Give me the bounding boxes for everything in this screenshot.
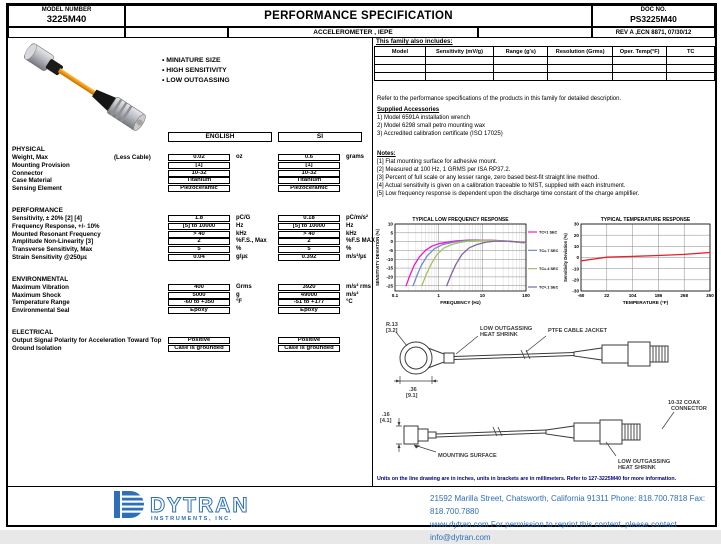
chart-ylabel: SENSITIVITY DEVIATION (%) xyxy=(375,229,380,286)
title-box xyxy=(125,5,592,27)
note-item: [2] Measured at 100 Hz, 1 GRMS per ISA RP37.2. xyxy=(377,167,511,173)
svg-text:30: 30 xyxy=(573,221,579,227)
spec-label: Mounted Resonant Frequency xyxy=(12,230,101,238)
section-title: PERFORMANCE xyxy=(12,206,63,214)
heat-shrink-top-label2: HEAT SHRINK xyxy=(480,332,518,338)
spec-label: Sensing Element xyxy=(12,185,62,193)
column-divider xyxy=(372,38,373,486)
accessory-item: 2) Model 6298 small petro mounting wax xyxy=(377,123,486,129)
chart-xlabel: FREQUENCY (Hz) xyxy=(440,301,481,306)
feature-item: • MINIATURE SIZE xyxy=(162,57,221,64)
family-empty-cell xyxy=(494,57,548,65)
svg-text:5: 5 xyxy=(390,230,393,236)
si-value: [1] xyxy=(278,162,340,169)
english-value: Positive xyxy=(168,337,230,344)
spec-row xyxy=(8,223,372,231)
spec-label: Maximum Shock xyxy=(12,291,61,299)
column-header-si: SI xyxy=(278,132,362,142)
revision-box xyxy=(592,27,715,38)
spec-note: (Less Cable) xyxy=(114,154,151,161)
family-empty-cell xyxy=(375,57,426,65)
chart-xlabel: TEMPERATURE (°F) xyxy=(622,301,669,306)
spec-row xyxy=(8,292,372,300)
spec-row xyxy=(8,337,372,345)
section-title: ENVIRONMENTAL xyxy=(12,275,69,283)
english-value: 10-32 xyxy=(168,170,230,177)
si-value: 0.6 xyxy=(278,154,340,161)
doc-number-box xyxy=(592,5,715,27)
spec-row xyxy=(8,238,376,246)
family-empty-cell xyxy=(548,73,613,81)
heat-shrink-top-label1: LOW OUTGASSING xyxy=(480,326,533,332)
english-value: Piezoceramic xyxy=(168,185,230,192)
heat-shrink-bottom-label2: HEAT SHRINK xyxy=(618,465,656,471)
column-header-english: ENGLISH xyxy=(168,132,272,142)
outline-drawing xyxy=(374,306,716,474)
family-empty-cell xyxy=(612,57,666,65)
family-column-header: Oper. Temp(°F) xyxy=(612,47,666,57)
english-value: Titanium xyxy=(168,177,230,184)
spec-row xyxy=(8,284,372,292)
english-unit: oz xyxy=(236,154,243,160)
english-value: 5 xyxy=(168,246,230,253)
address-line: 21592 Marilla Street, Chatsworth, California 91311 Phone: 818.700.7818 Fax: 818.700.7880 xyxy=(430,494,706,516)
spec-label: Frequency Response, +/- 10% xyxy=(12,222,100,230)
svg-text:100: 100 xyxy=(522,293,530,298)
revision-text: REV A ,ECN 8871, 07/30/12 xyxy=(615,30,692,36)
note-item: [4] Actual sensitivity is given on a calibration traceable to NIST, supplied with each instrument. xyxy=(377,183,626,189)
si-unit: kHz xyxy=(346,230,357,237)
svg-text:268: 268 xyxy=(680,293,689,298)
note-item: [1] Flat mounting surface for adhesive mount. xyxy=(377,159,498,165)
svg-text:0: 0 xyxy=(576,255,579,261)
page-title: PERFORMANCE SPECIFICATION xyxy=(264,10,453,22)
si-unit: % xyxy=(346,246,352,253)
english-unit: g/με xyxy=(236,253,248,260)
family-empty-cell xyxy=(667,57,715,65)
svg-text:10: 10 xyxy=(479,293,485,298)
accessories-title: Supplied Accessories xyxy=(377,107,440,113)
svg-text:-5: -5 xyxy=(388,248,393,254)
english-value: > 40 xyxy=(168,231,230,238)
svg-text:20: 20 xyxy=(573,232,579,238)
spec-label: Ground Isolation xyxy=(12,344,62,352)
coax-connector-label1: 10-32 COAX xyxy=(668,400,701,406)
english-unit: pC/G xyxy=(236,214,251,221)
english-value: 400 xyxy=(168,284,230,291)
svg-text:0.1: 0.1 xyxy=(391,293,399,298)
family-empty-cell xyxy=(548,65,613,73)
si-value: > 40 xyxy=(278,231,340,238)
english-value: 2 xyxy=(168,238,230,245)
si-unit: pC/m/s² xyxy=(346,214,369,221)
logo-subtext: INSTRUMENTS, INC. xyxy=(151,516,233,522)
si-value: 10-32 xyxy=(278,170,340,177)
spec-row xyxy=(8,299,372,307)
accessories-block xyxy=(377,106,712,138)
si-unit: m/s² rms xyxy=(346,283,372,290)
subtitle-box xyxy=(228,27,478,38)
spec-row xyxy=(8,345,372,353)
spec-row xyxy=(8,254,372,262)
family-column-header: Resolution (Grms) xyxy=(548,47,613,57)
english-unit: %F.S., Max xyxy=(236,238,267,245)
doc-number-value: PS3225M40 xyxy=(630,14,677,24)
chart-title: TYPICAL LOW FREQUENCY RESPONSE xyxy=(412,217,509,223)
spec-sections xyxy=(8,146,376,353)
si-value: [5] to 10000 xyxy=(278,223,340,230)
note-item: [3] Percent of full scale or any lesser range, zero based best-fit straight line method. xyxy=(377,175,600,181)
spec-label: Mounting Provision xyxy=(12,161,70,169)
si-value: 0.392 xyxy=(278,254,340,261)
english-value: 0.04 xyxy=(168,254,230,261)
family-empty-cell xyxy=(426,65,494,73)
si-value: Piezoceramic xyxy=(278,185,340,192)
si-value: Case is grounded xyxy=(278,345,340,352)
radius-dim-line2: [3.2] xyxy=(386,328,398,334)
family-empty-cell xyxy=(548,57,613,65)
model-number-label: MODEL NUMBER xyxy=(41,7,92,13)
footer-address-block xyxy=(430,492,720,544)
si-value: Positive xyxy=(278,337,340,344)
english-unit: % xyxy=(236,246,242,253)
si-unit: %F.S MAX xyxy=(346,238,376,245)
english-value: Epoxy xyxy=(168,307,230,314)
si-value: 49000 xyxy=(278,292,340,299)
svg-text:-25: -25 xyxy=(386,283,393,289)
english-value: -60 to +350 xyxy=(168,299,230,306)
family-empty-cell xyxy=(667,65,715,73)
accessory-item: 1) Model 6591A installation wrench xyxy=(377,115,471,121)
family-column-header: Model xyxy=(375,47,426,57)
svg-text:186: 186 xyxy=(654,293,663,298)
header-blank-cell xyxy=(8,27,125,38)
chart-title: TYPICAL TEMPERATURE RESPONSE xyxy=(600,217,691,223)
accessory-item: 3) Accredited calibration certificate (ISO 17025) xyxy=(377,131,503,137)
si-value: 3920 xyxy=(278,284,340,291)
model-number-value: 3225M40 xyxy=(46,14,87,25)
si-value: 5 xyxy=(278,246,340,253)
spec-row xyxy=(8,177,372,185)
si-unit: m/s²/με xyxy=(346,253,367,260)
spec-row xyxy=(8,170,372,178)
spec-row xyxy=(8,231,372,239)
temperature-response-chart xyxy=(563,214,715,306)
family-empty-cell xyxy=(494,73,548,81)
low-frequency-response-chart xyxy=(375,214,562,306)
family-empty-cell xyxy=(612,73,666,81)
si-value: -51 to +177 xyxy=(278,299,340,306)
header-blank-cell xyxy=(478,27,592,38)
section-title: PHYSICAL xyxy=(12,146,45,153)
spec-row xyxy=(8,307,372,315)
svg-text:104: 104 xyxy=(628,293,637,298)
spec-row xyxy=(8,154,372,162)
feature-item: • LOW OUTGASSING xyxy=(162,77,230,84)
family-column-header: Range (g's) xyxy=(494,47,548,57)
family-caption: This family also includes: xyxy=(376,38,453,45)
chart-ylabel: Sensitivity Deviation (%) xyxy=(563,233,568,282)
width-dim-line1: .36 xyxy=(409,387,417,393)
doc-number-label: DOC NO. xyxy=(640,7,667,13)
family-table xyxy=(374,46,715,81)
svg-text:-10: -10 xyxy=(386,256,393,262)
si-value: 0.18 xyxy=(278,215,340,222)
family-empty-cell xyxy=(667,73,715,81)
spec-label: Amplitude Non-Linearity [3] xyxy=(12,238,94,246)
model-number-box xyxy=(8,5,125,27)
svg-text:22: 22 xyxy=(604,293,610,298)
spec-label: Weight, Max xyxy=(12,154,48,161)
spec-label: Transverse Sensitivity, Max xyxy=(12,246,93,254)
si-unit: grams xyxy=(346,154,365,160)
svg-text:-20: -20 xyxy=(572,277,579,283)
mounting-surface-label: MOUNTING SURFACE xyxy=(438,453,497,459)
svg-text:350: 350 xyxy=(706,293,714,298)
legend-entry: TC=.1 SEC xyxy=(539,285,559,290)
page-subtitle: ACCELEROMETER , IEPE xyxy=(313,29,393,36)
footer-divider xyxy=(8,486,715,487)
spec-label: Sensitivity, ± 20% [2] [4] xyxy=(12,214,82,222)
height-dim-line1: .16 xyxy=(382,412,390,418)
coax-connector-label2: CONNECTOR xyxy=(671,406,707,412)
width-dim-line2: [9.1] xyxy=(406,393,418,399)
legend-entry: TC=1 SEC xyxy=(539,230,558,235)
spec-label: Environmental Seal xyxy=(12,307,70,315)
notes-title: Notes: xyxy=(377,151,396,157)
feature-list xyxy=(162,56,230,86)
units-note: Units on the line drawing are in inches, units in brackets are in millimeters. Refer to 127-3225M40 for more information. xyxy=(377,476,677,482)
english-unit: kHz xyxy=(236,230,247,237)
svg-text:-15: -15 xyxy=(386,265,393,271)
section-title: ELECTRICAL xyxy=(12,328,54,336)
spec-row xyxy=(8,246,372,254)
legend-entry: TC=.4 SEC xyxy=(539,267,559,272)
spec-label: Output Signal Polarity for Acceleration Toward Top xyxy=(12,336,162,344)
si-unit: m/s² xyxy=(346,291,359,298)
spec-row xyxy=(8,185,372,193)
radius-dim-line1: R.13 xyxy=(386,322,398,328)
family-empty-cell xyxy=(375,65,426,73)
si-value: Titanium xyxy=(278,177,340,184)
note-item: [5] Low frequency response is dependent upon the discharge time constant of the charge amplifier. xyxy=(377,191,640,197)
heat-shrink-bottom-label1: LOW OUTGASSING xyxy=(618,459,671,465)
english-value: [5] to 10000 xyxy=(168,223,230,230)
family-empty-cell xyxy=(494,65,548,73)
family-table-block xyxy=(374,38,715,81)
web-line[interactable]: www.dytran.com For permission to reprint this content, please contact info@dytran.com xyxy=(430,520,677,542)
english-value: 1.8 xyxy=(168,215,230,222)
feature-item: • HIGH SENSITIVITY xyxy=(162,67,227,74)
family-empty-cell xyxy=(426,73,494,81)
svg-text:-20: -20 xyxy=(386,274,393,280)
family-empty-cell xyxy=(375,73,426,81)
english-unit: g xyxy=(236,291,240,298)
notes-block xyxy=(377,150,712,198)
english-value: Case is grounded xyxy=(168,345,230,352)
header-blank-cell xyxy=(125,27,228,38)
spec-label: Maximum Vibration xyxy=(12,283,69,291)
logo-wordmark: DYTRAN xyxy=(150,494,250,517)
english-value: 5000 xyxy=(168,292,230,299)
svg-text:-30: -30 xyxy=(572,288,579,294)
family-empty-cell xyxy=(426,57,494,65)
product-photo xyxy=(12,42,162,142)
english-value: 0.02 xyxy=(168,154,230,161)
spec-label: Temperature Range xyxy=(12,299,70,307)
english-unit: Hz xyxy=(236,222,244,229)
english-unit: Grms xyxy=(236,283,252,290)
si-unit: Hz xyxy=(346,222,354,229)
svg-text:10: 10 xyxy=(573,243,579,249)
legend-entry: TC=.7 SEC xyxy=(539,248,559,253)
ptfe-jacket-label: PTFE CABLE JACKET xyxy=(548,328,608,334)
svg-text:10: 10 xyxy=(387,221,393,227)
svg-text:0: 0 xyxy=(390,239,393,245)
spec-label: Strain Sensitivity @250με xyxy=(12,253,88,261)
english-unit: °F xyxy=(236,299,243,306)
svg-text:1: 1 xyxy=(437,293,440,298)
family-empty-cell xyxy=(612,65,666,73)
refer-note: Refer to the performance specifications of the products in this family for detailed description. xyxy=(377,96,622,102)
svg-text:-10: -10 xyxy=(572,266,579,272)
svg-text:-60: -60 xyxy=(577,293,585,298)
family-column-header: Sensitivity (mV/g) xyxy=(426,47,494,57)
english-value: [1] xyxy=(168,162,230,169)
spec-row xyxy=(8,162,372,170)
dytran-logo xyxy=(112,489,322,523)
si-unit: °C xyxy=(346,299,353,306)
height-dim-line2: [4.1] xyxy=(380,418,392,424)
spec-row xyxy=(8,215,372,223)
spec-label: Connector xyxy=(12,169,43,177)
family-column-header: TC xyxy=(667,47,715,57)
si-value: Epoxy xyxy=(278,307,340,314)
spec-label: Case Material xyxy=(12,177,52,185)
si-value: 2 xyxy=(278,238,340,245)
